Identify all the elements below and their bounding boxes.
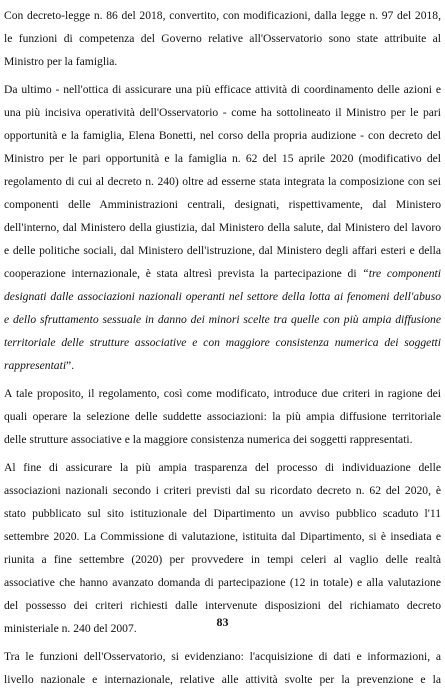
text-line: delle strutture associative e la maggiore consistenza numerica dei soggetti rappresentati. [4,433,413,446]
quoted-line: territoriale delle strutture associative e con maggiore consistenza numerica dei soggetti [4,336,441,349]
text-line: Tra le funzioni dell'Osservatorio, si evidenziano: l'acquisizione di dati e informazioni, a [4,650,441,663]
quoted-line: e dello sfruttamento sessuale in danno dei minori scelte tra quelle con più ampia diffusione [4,313,441,326]
text-line: Ministro per le pari opportunità e la famiglia n. 62 del 15 aprile 2020 (modificativo del [4,152,441,165]
text-line: dell'interno, dal Ministero della giustizia, dal Ministero della salute, dal Ministero del lavoro [4,221,441,234]
paragraph-decree-86 [4,4,441,73]
text-line: stato pubblicato sul sito istituzionale del Dipartimento un avviso pubblico scaduto l'11 [4,507,441,520]
text-line: ministeriale n. 240 del 2007. [4,622,137,635]
quoted-text: rappresentati [4,359,67,372]
text-line: le funzioni di competenza del Governo relative all'Osservatorio sono state attribuite al [4,32,441,45]
text-line: Al fine di assicurare la più ampia trasparenza del processo di individuazione delle [4,461,441,474]
text-segment: cooperazione internazionale, è stata altresì prevista la partecipazione di [4,267,363,280]
text-line: e delle politiche sociali, dal Ministero dell'istruzione, dal Ministero degli affari esteri e della [4,244,441,257]
text-line: Da ultimo - nell'ottica di assicurare una più efficace attività di coordinamento delle azioni e [4,83,441,96]
text-line: del possesso dei criteri richiesti dalle intervenute disposizioni del richiamato decreto [4,599,441,612]
paragraph-decree-62 [4,78,441,377]
text-line: Con decreto-legge n. 86 del 2018, convertito, con modificazioni, dalla legge n. 97 del 2018, [4,9,441,22]
text-line: associative che hanno avanzato domanda di partecipazione (12 in totale) e alla valutazione [4,576,441,589]
text-line: componenti delle Amministrazioni centrali, designati, rispettivamente, dal Ministero [4,198,441,211]
paragraph-criteria [4,382,441,451]
text-line: regolamento di cui al decreto n. 240) oltre ad esserne stata integrata la composizione con sei [4,175,441,188]
quoted-line: designati dalle associazioni nazionali operanti nel settore della lotta ai fenomeni dell'abuso [4,290,441,303]
text-line-with-quote [4,262,441,285]
text-line: quali operare la selezione delle suddette associazioni: la più ampia diffusione territoriale [4,410,441,423]
text-line: associazioni nazionali secondo i criteri previsti dal su ricordato decreto n. 62 del 2020, è [4,484,441,497]
paragraph-transparency [4,456,441,640]
closing-quote: ”. [66,359,75,372]
quoted-text: “tre componenti [362,267,441,280]
text-line: A tale proposito, il regolamento, così come modificato, introduce due criteri in ragione dei [4,387,441,400]
quoted-line-end [4,354,441,377]
text-line: settembre 2020. La Commissione di valutazione, istituita dal Dipartimento, si è insediata e [4,530,441,543]
page-number: 83 [216,615,229,629]
text-line: opportunità e la famiglia, Elena Bonetti, nel corso della propria audizione - con decreto del [4,129,441,142]
paragraph-functions [4,645,441,691]
text-line: una più incisiva operatività dell'Osservatorio - come ha sottolineato il Ministro per le pari [4,106,441,119]
text-line: Ministro per la famiglia. [4,55,118,68]
document-body [4,4,441,696]
text-line: livello nazionale e internazionale, relative alle attività svolte per la prevenzione e la [4,673,441,686]
text-line: riunita a fine settembre (2020) per provvedere in tempi celeri al vaglio delle realtà [4,553,441,566]
